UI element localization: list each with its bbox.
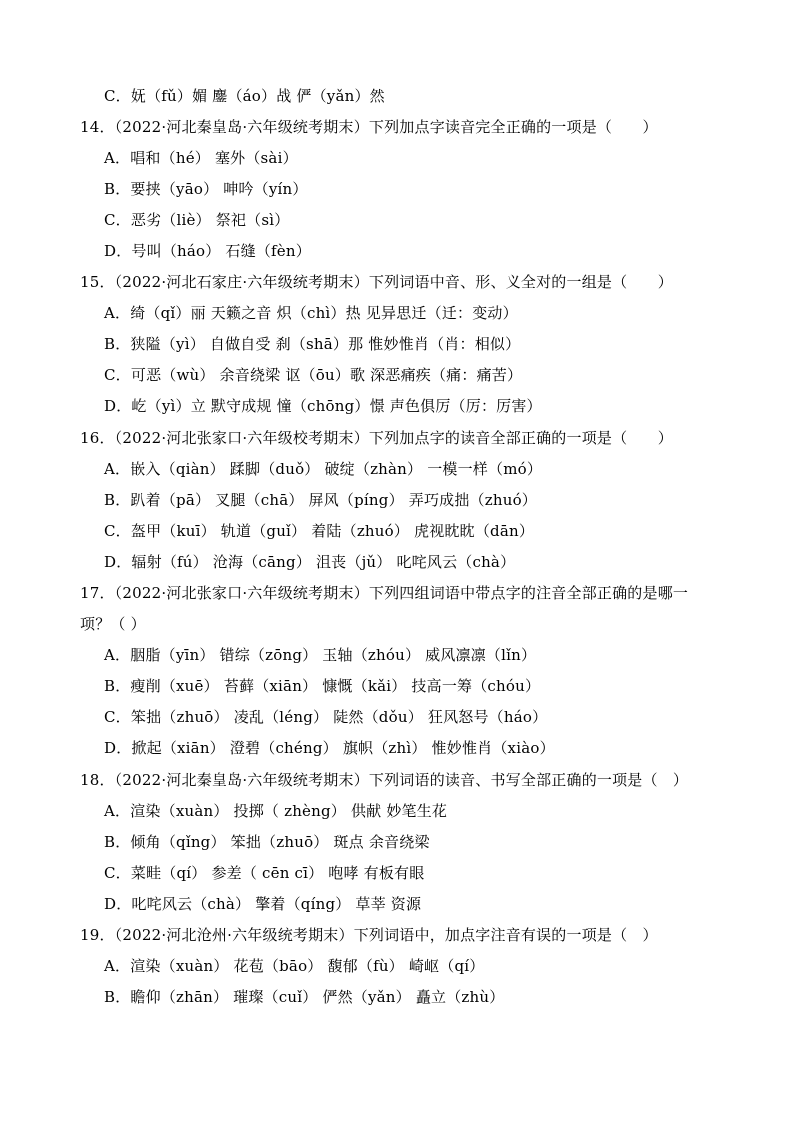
option-line: D．掀起（xiān） 澄碧（chéng） 旗帜（zhì） 惟妙惟肖（xiào） [104,739,555,757]
option-line: B．瞻仰（zhān） 璀璨（cuǐ） 俨然（yǎn） 矗立（zhù） [104,988,505,1006]
option-line: C．菜畦（qí） 参差（ cēn cī） 咆哮 有板有眼 [104,864,425,882]
option-line: D．号叫（háo） 石缝（fèn） [104,242,311,260]
option-line: A．嵌入（qiàn） 蹂脚（duǒ） 破绽（zhàn） 一模一样（mó） [104,460,543,478]
option-line: B．要挟（yāo） 呻吟（yín） [104,180,308,198]
option-line: A．渲染（xuàn） 投掷（ zhèng） 供献 妙笔生花 [104,802,448,820]
option-line: C．盔甲（kuī） 轨道（guǐ） 着陆（zhuó） 虎视眈眈（dān） [104,522,535,540]
option-line: D．屹（yì）立 默守成规 憧（chōng）憬 声色俱厉（厉：厉害） [104,397,542,415]
option-line: B．趴着（pā） 叉腿（chā） 屏风（píng） 弄巧成拙（zhuó） [104,491,537,509]
option-line: A．绮（qǐ）丽 天籁之音 炽（chì）热 见异思迁（迁：变动） [104,304,518,322]
question-line: 17．（2022·河北张家口·六年级统考期末）下列四组词语中带点字的注音全部正确的是哪一 [80,584,689,602]
option-line: B．瘦削（xuē） 苔藓（xiān） 慷慨（kǎi） 技高一筹（chóu） [104,677,541,695]
option-line: B．倾角（qǐng） 笨拙（zhuō） 斑点 余音绕梁 [104,833,430,851]
question-line: 18．（2022·河北秦皇岛·六年级统考期末）下列词语的读音、书写全部正确的一项是（ ） [80,771,689,789]
question-line: 项？（ ） [80,615,146,633]
question-line: 19．（2022·河北沧州·六年级统考期末）下列词语中，加点字注音有误的一项是（ ） [80,926,658,944]
question-line: 16．（2022·河北张家口·六年级校考期末）下列加点字的读音全部正确的一项是（ ） [80,429,673,447]
option-line: D．辐射（fú） 沧海（cāng） 沮丧（jǔ） 叱咤风云（chà） [104,553,516,571]
option-line: A．胭脂（yīn） 错综（zōng） 玉轴（zhóu） 威风凛凛（lǐn） [104,646,537,664]
option-line: C．恶劣（liè） 祭祀（sì） [104,211,290,229]
option-line: C．笨拙（zhuō） 凌乱（léng） 陡然（dǒu） 狂风怒号（háo） [104,708,548,726]
question-line: 14．（2022·河北秦皇岛·六年级统考期末）下列加点字读音完全正确的一项是（ ） [80,118,658,136]
option-line: A．唱和（hé） 塞外（sài） [104,149,298,167]
question-line: 15．（2022·河北石家庄·六年级统考期末）下列词语中音、形、义全对的一组是（ ） [80,273,673,291]
option-line: C．可恶（wù） 余音绕梁 讴（ōu）歌 深恶痛疾（痛：痛苦） [104,366,523,384]
option-line: B．狭隘（yì） 自做自受 刹（shā）那 惟妙惟肖（肖：相似） [104,335,521,353]
option-line: C．妩（fǔ）媚 鏖（áo）战 俨（yǎn）然 [104,87,385,105]
option-line: D．叱咤风云（chà） 擎着（qíng） 草莘 资源 [104,895,422,913]
option-line: A．渲染（xuàn） 花苞（bāo） 馥郁（fù） 崎岖（qí） [104,957,485,975]
